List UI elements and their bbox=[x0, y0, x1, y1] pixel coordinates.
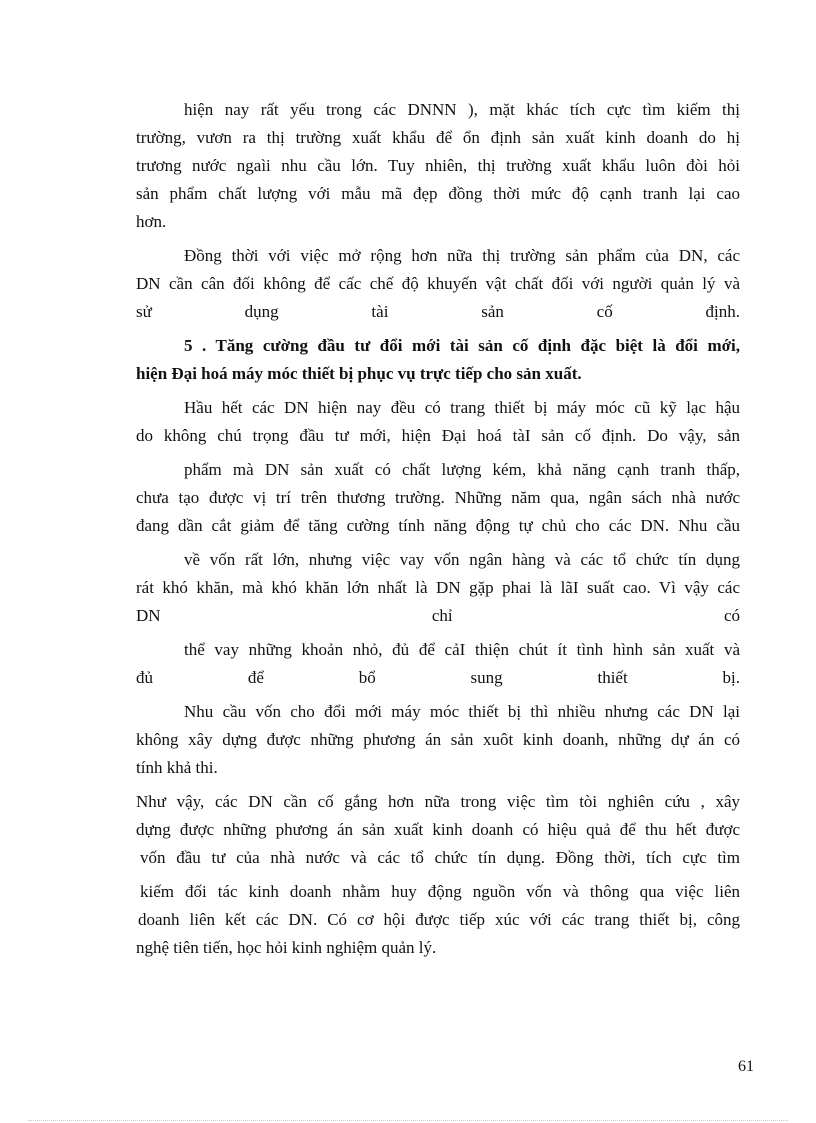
section-heading-line: 5 . Tăng cường đầu tư đổi mới tài sản cố định đặc biệt là đổi mới, bbox=[184, 336, 740, 355]
paragraph-line: trường, vươn ra thị trường xuất khẩu để ổn định sản xuất kinh doanh do hị bbox=[136, 128, 740, 147]
paragraph-line: doanh liên kết các DN. Có cơ hội được tiếp xúc với các trang thiết bị, công bbox=[138, 910, 740, 929]
section-heading-line: hiện Đại hoá máy móc thiết bị phục vụ trực tiếp cho sản xuất. bbox=[136, 364, 582, 383]
paragraph-line: thể vay những khoản nhỏ, đủ để cảI thiện chút ít tình hình sản xuất và bbox=[184, 640, 740, 659]
paragraph-line: Hầu hết các DN hiện nay đều có trang thiết bị máy móc cũ kỹ lạc hậu bbox=[184, 398, 740, 417]
paragraph-line: sử dụng tài sản cố định. bbox=[136, 302, 740, 321]
paragraph-line: đang dần cắt giảm để tăng cường tính năng động tự chủ cho các DN. Nhu cầu bbox=[136, 516, 740, 535]
paragraph-line: Như vậy, các DN cần cố gắng hơn nữa trong việc tìm tòi nghiên cứu , xây bbox=[136, 792, 740, 811]
paragraph-line: tính khả thi. bbox=[136, 758, 218, 777]
paragraph-line: đủ để bổ sung thiết bị. bbox=[136, 668, 740, 687]
paragraph-line: Nhu cầu vốn cho đổi mới máy móc thiết bị thì nhiều nhưng các DN lại bbox=[184, 702, 740, 721]
paragraph-line: hơn. bbox=[136, 212, 167, 231]
paragraph-line: nghệ tiên tiến, học hỏi kinh nghiệm quản lý. bbox=[136, 938, 437, 957]
paragraph-line: trương nước ngaìi nhu cầu lớn. Tuy nhiên, thị trường xuất khẩu luôn đòi hỏi bbox=[136, 156, 740, 175]
paragraph-line: chưa tạo được vị trí trên thương trường. Những năm qua, ngân sách nhà nước bbox=[136, 488, 740, 507]
paragraph-line: do không chú trọng đầu tư mới, hiện Đại hoá tàI sản cố định. Do vậy, sản bbox=[136, 426, 740, 445]
paragraph-line: sản phẩm chất lượng với mẫu mã đẹp đồng thời mức độ cạnh tranh lại cao bbox=[136, 184, 740, 203]
paragraph-line: dựng được những phương án sản xuất kinh doanh có hiệu quả để thu hết được bbox=[136, 820, 740, 839]
paragraph-line: kiếm đối tác kinh doanh nhằm huy động nguồn vốn và thông qua việc liên bbox=[140, 882, 740, 901]
paragraph-line: rát khó khăn, mà khó khăn lớn nhất là DN gặp phai là lãI suất cao. Vì vậy các bbox=[136, 578, 740, 597]
paragraph-line: về vốn rất lớn, nhưng việc vay vốn ngân hàng và các tổ chức tín dụng bbox=[184, 550, 740, 569]
page-edge-divider bbox=[28, 1120, 788, 1121]
paragraph-line: DN cần cân đối không để cấc chế độ khuyến vật chất đối với người quản lý và bbox=[136, 274, 740, 293]
paragraph-line: Đồng thời với việc mở rộng hơn nữa thị trường sản phẩm của DN, các bbox=[184, 246, 740, 265]
page-number: 61 bbox=[738, 1058, 754, 1075]
paragraph-line: không xây dựng được những phương án sản xuôt kinh doanh, những dự án có bbox=[136, 730, 740, 749]
paragraph-line: vốn đầu tư của nhà nước và các tổ chức tín dụng. Đồng thời, tích cực tìm bbox=[140, 848, 740, 867]
paragraph-line: DN chỉ có bbox=[136, 606, 740, 625]
paragraph-line: hiện nay rất yếu trong các DNNN ), mặt khác tích cực tìm kiếm thị bbox=[184, 100, 740, 119]
paragraph-line: phẩm mà DN sản xuất có chất lượng kém, khả năng cạnh tranh thấp, bbox=[184, 460, 740, 479]
